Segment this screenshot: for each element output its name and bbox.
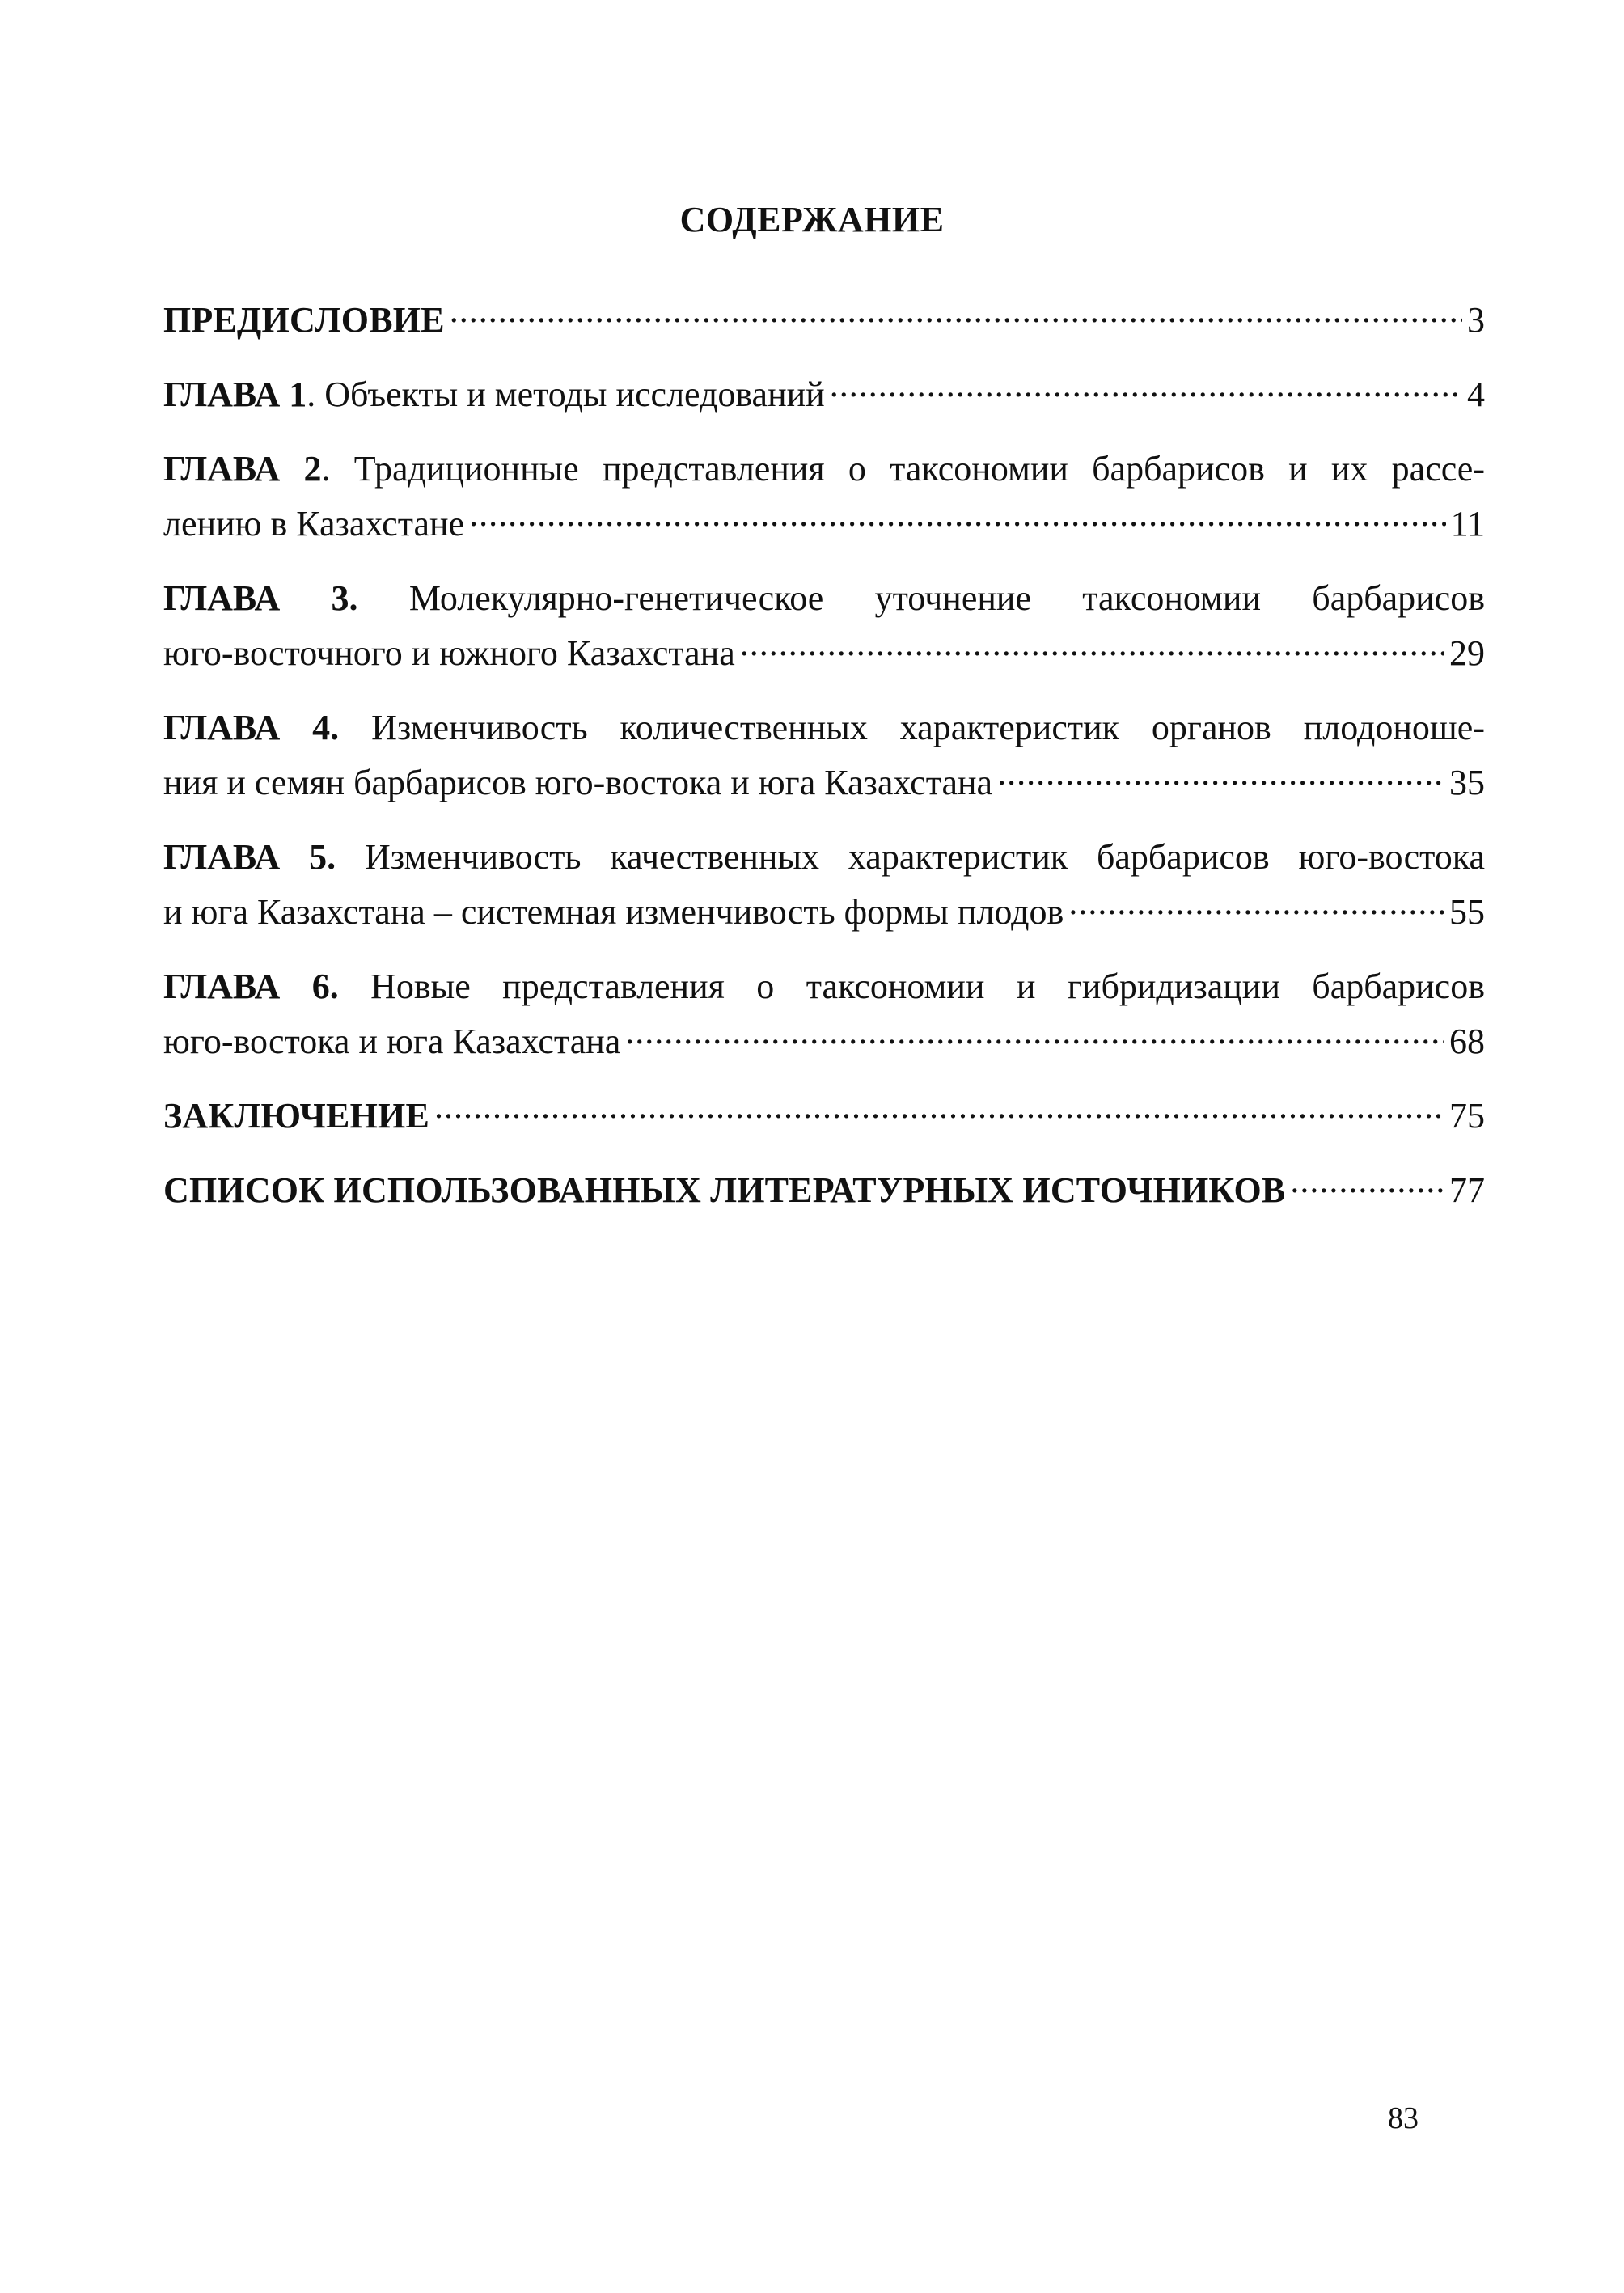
toc-entry-label: ЗАКЛЮЧЕНИЕ — [163, 1096, 429, 1136]
toc-page-number: 68 — [1449, 1022, 1485, 1061]
toc-entry-text: Новые представления о таксономии и гибридизации барбарисов — [338, 967, 1485, 1006]
toc-entry-preface[interactable] — [163, 293, 1485, 348]
dot-leader — [469, 500, 1446, 535]
toc-entry-text: . Объекты и методы исследований — [307, 374, 825, 414]
toc-entry-label: ГЛАВА 3. — [163, 578, 358, 618]
toc-entry-text: . Традиционные представления о таксономии барбарисов и их рассе- — [321, 449, 1485, 489]
toc-entry-label: ГЛАВА 4. — [163, 708, 340, 747]
toc-page-number: 3 — [1467, 300, 1485, 340]
dot-leader — [434, 1092, 1444, 1127]
dot-leader — [740, 629, 1444, 665]
toc-entry-text-continued: и юга Казахстана – системная изменчивость формы плодов — [163, 892, 1064, 932]
toc-page-number: 77 — [1449, 1170, 1485, 1210]
toc-entry-chapter-2[interactable] — [163, 442, 1485, 552]
toc-entry-text: Молекулярно-генетическое уточнение таксономии барбарисов — [357, 578, 1485, 618]
toc-title: СОДЕРЖАНИЕ — [679, 200, 945, 239]
toc-page-number: 4 — [1467, 374, 1485, 414]
dot-leader — [997, 759, 1444, 794]
dot-leader — [625, 1017, 1444, 1053]
toc-page-number: 35 — [1449, 763, 1485, 802]
toc-entry-label: ГЛАВА 2 — [163, 449, 322, 489]
toc-entry-text-continued: лению в Казахстане — [163, 504, 465, 544]
toc-entry-chapter-5[interactable] — [163, 830, 1485, 940]
table-of-contents — [163, 293, 1485, 1218]
dot-leader — [450, 296, 1462, 332]
toc-entry-text-continued: юго-восточного и южного Казахстана — [163, 633, 735, 673]
toc-entry-chapter-1[interactable] — [163, 367, 1485, 422]
toc-page-number: 55 — [1449, 892, 1485, 932]
toc-entry-label: ГЛАВА 6. — [163, 967, 339, 1006]
toc-entry-label: ГЛАВА 5. — [163, 837, 336, 877]
toc-entry-chapter-6[interactable] — [163, 959, 1485, 1069]
toc-entry-chapter-4[interactable] — [163, 700, 1485, 810]
dot-leader — [1290, 1166, 1444, 1202]
toc-page-number: 11 — [1450, 504, 1485, 544]
toc-entry-text-continued: юго-востока и юга Казахстана — [163, 1022, 621, 1061]
toc-entry-chapter-3[interactable] — [163, 571, 1485, 681]
toc-page-number: 29 — [1449, 633, 1485, 673]
toc-entry-text: Изменчивость качественных характеристик барбарисов юго-востока — [336, 837, 1485, 877]
toc-entry-conclusion[interactable] — [163, 1089, 1485, 1144]
toc-entry-label: ПРЕДИСЛОВИЕ — [163, 300, 445, 340]
dot-leader — [830, 370, 1462, 406]
page-number: 83 — [1388, 2101, 1419, 2135]
toc-entry-text: Изменчивость количественных характеристик органов плодоноше- — [339, 708, 1485, 747]
toc-page-number: 75 — [1449, 1096, 1485, 1136]
dot-leader — [1068, 888, 1444, 924]
toc-entry-label: ГЛАВА 1 — [163, 374, 307, 414]
toc-entry-text-continued: ния и семян барбарисов юго-востока и юга Казахстана — [163, 763, 993, 802]
toc-entry-references[interactable] — [163, 1163, 1485, 1218]
toc-entry-label: СПИСОК ИСПОЛЬЗОВАННЫХ ЛИТЕРАТУРНЫХ ИСТОЧНИКОВ — [163, 1170, 1286, 1210]
